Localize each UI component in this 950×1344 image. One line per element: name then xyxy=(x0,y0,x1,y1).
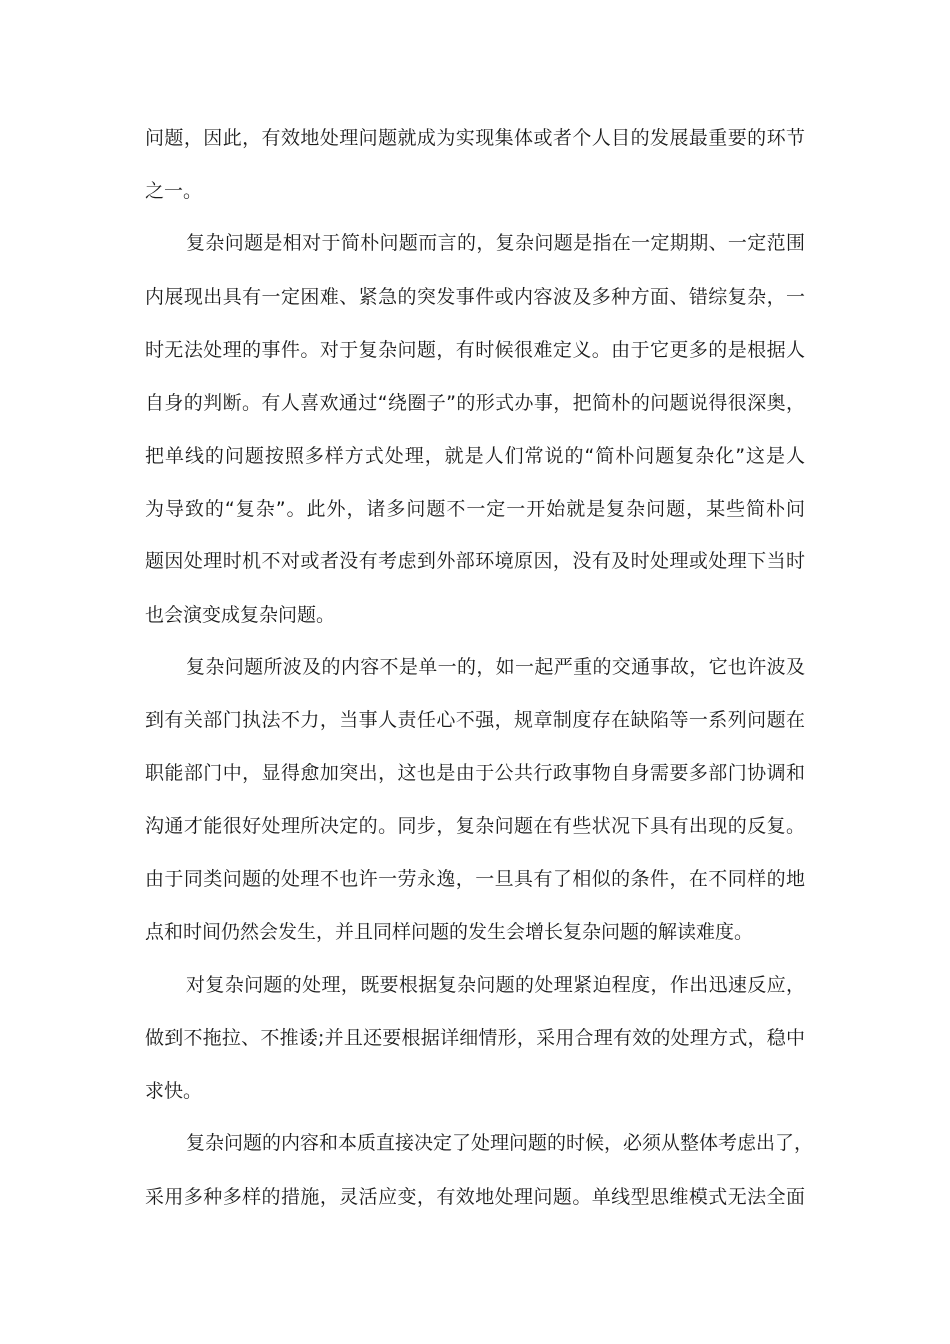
paragraph-first-line: 复杂问题所波及的内容不是单一的，如一起严重的交通事故，它也许波及 xyxy=(186,656,805,678)
text-line: 时无法处理的事件。对于复杂问题，有时候很难定义。由于它更多的是根据人 xyxy=(145,339,805,361)
text-line: 点和时间仍然会发生，并且同样问题的发生会增长复杂问题的解读难度。 xyxy=(145,921,754,943)
text-line: 为导致的“复杂”。此外，诸多问题不一定一开始就是复杂问题，某些简朴问 xyxy=(145,498,805,520)
text-line: 内展现出具有一定困难、紧急的突发事件或内容波及多种方面、错综复杂，一 xyxy=(145,286,805,308)
paragraph-first-line: 对复杂问题的处理，既要根据复杂问题的处理紧迫程度，作出迅速反应， xyxy=(186,974,805,996)
text-line: 采用多种多样的措施，灵活应变，有效地处理问题。单线型思维模式无法全面 xyxy=(145,1186,805,1208)
text-line: 之一。 xyxy=(145,180,203,202)
text-line: 做到不拖拉、不推诿;并且还要根据详细情形，采用合理有效的处理方式，稳中 xyxy=(145,1027,805,1049)
text-line: 问题，因此，有效地处理问题就成为实现集体或者个人目的发展最重要的环节 xyxy=(145,127,805,149)
text-line: 由于同类问题的处理不也许一劳永逸，一旦具有了相似的条件，在不同样的地 xyxy=(145,868,805,890)
text-line: 求快。 xyxy=(145,1080,203,1102)
text-line: 把单线的问题按照多样方式处理，就是人们常说的“简朴问题复杂化”这是人 xyxy=(145,445,805,467)
paragraph-first-line: 复杂问题是相对于简朴问题而言的，复杂问题是指在一定期期、一定范围 xyxy=(186,232,805,254)
text-line: 自身的判断。有人喜欢通过“绕圈子”的形式办事，把简朴的问题说得很深奥， xyxy=(145,392,805,414)
text-line: 也会演变成复杂问题。 xyxy=(145,604,336,626)
text-line: 到有关部门执法不力，当事人责任心不强，规章制度存在缺陷等一系列问题在 xyxy=(145,709,805,731)
text-line: 沟通才能很好处理所决定的。同步，复杂问题在有些状况下具有出现的反复。 xyxy=(145,815,805,837)
text-line: 职能部门中，显得愈加突出，这也是由于公共行政事物自身需要多部门协调和 xyxy=(145,762,805,784)
paragraph-first-line: 复杂问题的内容和本质直接决定了处理问题的时候，必须从整体考虑出了， xyxy=(186,1132,814,1154)
text-line: 题因处理时机不对或者没有考虑到外部环境原因，没有及时处理或处理下当时 xyxy=(145,550,805,572)
